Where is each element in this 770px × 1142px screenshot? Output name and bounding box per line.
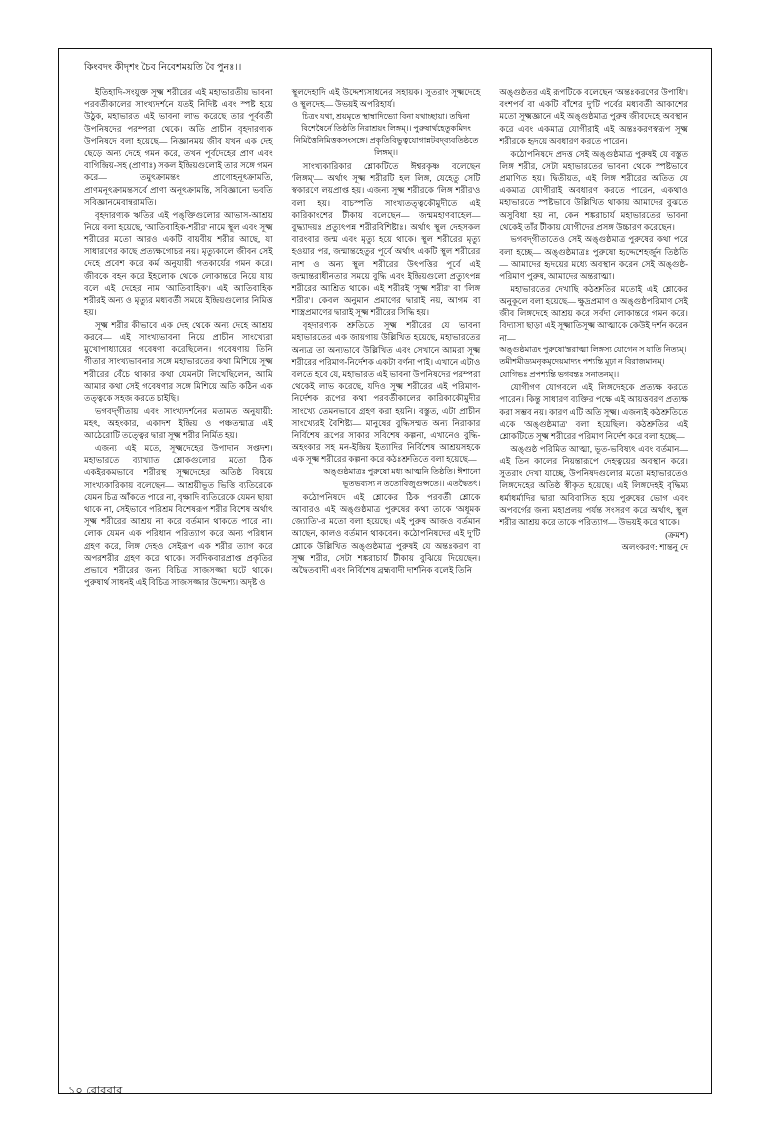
paragraph: ইতিহাদি-সংযুক্ত সূক্ষ্ম শরীরের এই মহাভারতীয় ভাবনা পরবর্তীকালের সাংখ্যদর্শনে যতই নিদিষ্ট এবং স্পষ্ট হয়ে উঠুক, মহাভারত এই ভাবনা লাভ করেছে তার পূর্ববর্তী উপনিষদের পরম্পরা থেকে। অতি প্রাচীন বৃহদারণ্যক উপনিষদে বলা হয়েছে— নিজ্ঞানময় জীব যখন এক দেহ ছেড়ে অন্য দেহে গমন করে, তখন পূর্বদেহের প্রাণ এবং বাগিন্দ্রিয়-সহ (প্রাণাঃ) সকল ইন্দ্রিয়গুলোই তার সঙ্গে গমন করে— তমুৎক্রামন্তং প্রাণোহনূৎক্রামতি, প্রাণমনূৎক্রামন্তসর্বে প্রাণা অনূৎক্রামন্তি, সবিজ্ঞানো ভবতি সবিজ্ঞানমেবান্বরামতি।: [84, 87, 273, 207]
paragraph: ভগবদ্‌গীতাতেও সেই অঙ্গুষ্ঠমাত্র পুরুষের কথা পরে বলা হচ্ছে— অঙ্গুষ্ঠমাত্রঃ পুরুষো হৃদ্দেশেহর্জুন তিষ্ঠতি— আমাদের হৃদয়ের মধ্যে অবস্থান করেন সেই অঙ্গুষ্ঠ-পরিমাণ পুরুষ, আমাদের অন্তরাত্মা।: [499, 234, 689, 282]
paragraph: সাংখ্যকারিকার শ্লোকটিতে ঈশ্বরকৃষ্ণ বলেছেন 'লিঙ্গম্'— অর্থাৎ সূক্ষ্ম শরীরটি হল লিঙ্গ, যেহেতু সেটি স্বকারণে লয়প্রাপ্ত হয়। এজন্য সূক্ষ্ম শরীরকে 'লিঙ্গ শরীর'ও বলা হয়। বাচস্পতি সাংখ্যতত্ত্বকৌমুদীতে এই কারিকাংশের টীকায় বলেছেন— জন্মমহাণবাহেল— বুদ্ধ্যাদয়ঃ প্রত্যুৎপন্ন শরীরবিশিষ্টাঃ। অর্থাৎ স্থূল দেহসকল বারংবার জন্ম এবং মৃত্যু হয়ে থাকে। স্থূল শরীরের মৃত্যু হওয়ার পর, জন্মান্তহেতুর পূর্বে অর্থাৎ একটি স্থূল শরীরের নাশ ও অন্য স্থূল শরীরের উৎপত্তির পূর্বে এই জন্মান্তরাধীনতার সময়ে বুদ্ধি এবং ইন্দ্রিয়গুলো প্রত্যুৎপন্ন শরীরের আশ্রিত থাকে। এই শরীরই 'সূক্ষ্ম শরীর' বা 'লিঙ্গ শরীর'। কেবল অনুমান প্রমাণের দ্বারাই নয়, আগম বা শাস্ত্রপ্রমাণের দ্বারাই সূক্ষ্ম শরীরের সিদ্ধি হয়।: [291, 160, 481, 318]
paragraph: যোগীগণ যোগবলে এই লিঙ্গদেহকে প্রত্যক্ষ করতে পারেন। কিন্তু সাধারণ ব্যক্তির পক্ষে এই আয়ত্তবরণ প্রত্যক্ষ করা সম্ভব নয়। কারণ এটি অতি সূক্ষ্ম। এজন্যই কঠশ্রুতিতে একে 'অঙ্গুষ্ঠমাত্র' বলা হয়েছিল। কঠশ্রুতির এই শ্লোকটিতে সূক্ষ্ম শরীরের পরিমাণ নির্দেশ করে বলা হচ্ছে—: [499, 382, 689, 441]
paragraph: কঠোপনিষদে এই শ্লোকের ঠিক পরবর্তী শ্লোকে আবারও এই অঙ্গুষ্ঠমাত্র পুরুষের কথা তাকে 'অধূমক জ্যোতি'-র মতো বলা হয়েছে। এই পুরুষ আজও বর্তমান আছেন, কালও বর্তমান থাকবেন। কঠোপনিষদের এই দু'টি শ্লোকে উল্লিখিত অঙ্গুষ্ঠমাত্র পুরুষই যে অন্তঃকরণ বা সূক্ষ্ম শরীর, সেটা শঙ্করাচার্য টীকায় বুঝিয়ে দিয়েছেন। অদ্বৈতবাদী এবং নির্বিশেষ ব্রহ্মবাদী দার্শনিক বলেই তিনি: [291, 491, 481, 576]
paragraph: এজন্য এই মতে, সূক্ষ্মদেহের উপাদান সপ্তদশ। মহাভারতে ব্যাখ্যাত শ্লোকগুলোর মতো ঠিক একইরকমভাবে শরীরস্থ সূক্ষ্মদেহের অতিষ্ঠ বিষয়ে সাংখ্যকারিকায় বলেছেন— আশ্রয়ীভূত ভিত্তি ব্যতিরেকে যেমন চিত্র আঁকতে পারে না, বৃক্ষাদি ব্যতিরেকে যেমন ছায়া থাকে না, সেইভাবে পরিশ্রম বিশেষরূপ শরীর বিশেষ অর্থাৎ সূক্ষ্ম শরীরের আশ্রয় না করে বর্তমান থাকতে পারে না। লোক যেমন এক পরিধান পরিত্যাগ করে অন্য পরিধান গ্রহণ করে, লিঙ্গ দেহও সেইরূপ এক শরীর ত্যাগ করে অপরশরীর গ্রহণ করে থাকে। সর্বদিকবারপ্রাপ্ত প্রকৃতির প্রভাবে শরীরের জন্য বিচিত্র সাজসজ্জা ঘটে থাকে। পুরুষার্থ সাধনই এই বিচিত্র সাজসজ্জার উদ্দেশ্য। অদৃষ্ট ও: [84, 442, 273, 588]
paragraph: অঙ্গুষ্ঠতর এই রূপটিকে বলেছেন 'অন্তঃকরণের উপাধি'। বংশপর্ব বা একটি বাঁশের দু'টি পর্বের মধ্যবর্তী আকাশের মতো সূক্ষ্মজ্ঞানে এই অঙ্গুষ্ঠমাত্র পুরুষ জীবদেহে অবস্থান করে এবং একমাত্র যোগীরাই এই অন্তঃকরণস্বরূপ সূক্ষ্ম শরীরকে হৃদয়ে অবধারণ করতে পারেন।: [499, 87, 689, 146]
paragraph: মহাভারতের দেখাছি কঠশ্রুতির মতোই এই শ্লোকের অনুকূলে বলা হয়েছে— ক্ষুদ্রপ্রমাণ ও অঙ্গুষ্ঠপরিমাণ সেই জীব লিঙ্গদেহে আশ্রয় করে সর্বদা লোকান্তরে গমন করে। বিদ্যাসা ছাড়া এই সূক্ষ্মাতিসূক্ষ্ম আত্মাকে কেউই দর্শন করেন না—: [499, 283, 689, 343]
epigraph-line: কিংবদং কীদৃশং চৈব নিবেশময়তি বৈ পুনঃ।।: [84, 63, 242, 73]
article-columns: [84, 86, 688, 1066]
paragraph: বৃহদারণ্যক শ্রুতিতে সূক্ষ্ম শরীরের যে ভাবনা মহাভারতের এক জায়গায় উল্লিখিত হয়েছে, মহাভারতের অন্যত্র তা অন্যভাবে উল্লিখিত এবং সেখানে আমরা সূক্ষ্ম শরীরের পরিমাণ-নির্দেশক একটা বর্ণনা পাই। এখানে এটাও বলতে হবে যে, মহাভারত এই ভাবনা উপনিষদের পরম্পরা থেকেই লাভ করেছে, যদিও সূক্ষ্ম শরীরের এই পরিমাণ-নির্দেশক রূপের কথা পরবর্তীকালের কারিকাকৌমুদীর সাংখ্যে তেমনভাবে গ্রহণ করা হয়নি। বস্তুত, এটা প্রাচীন সাংখ্যেরই বৈশিষ্ট্য— মানুষের বুদ্ধিসম্মত অন্য নিরাকার নির্বিশেষ রূপের সাকার সবিশেষ কল্পনা, এখানেও বুদ্ধি-অহংকার সহ মন-ইন্দ্রিয় ইত্যাদির নির্বিশেষ আশ্রয়সহকে এক সূক্ষ্ম শরীরের কল্পনা করে কঠঃশ্রুতিতে বলা হয়েছে—: [291, 320, 481, 465]
page-folio: ১০ রোববার: [68, 1085, 123, 1097]
paragraph: ভগবদ্‌গীতায় এবং সাংখ্যদর্শনের মতামত অনুযায়ী: মহৎ, অহংকার, একাদশ ইন্দ্রিয় ও পঞ্চতন্মাত্র এই আঠেরোটি তত্ত্বের দ্বারা সূক্ষ্ম শরীর নির্মিত হয়।: [84, 405, 273, 441]
continued-marker: (ক্রমশ): [665, 529, 689, 540]
paragraph: কঠোপনিষদে প্রদত্ত সেই অঙ্গুষ্ঠমাত্র পুরুষই যে বস্তুত লিঙ্গ শরীর, সেটা মহাভারতের ভাবনা থেকে স্পষ্টভাবে প্রমাণিত হয়। দ্বিতীয়ত, এই লিঙ্গ শরীরের অতিত যে একমাত্র যোগীরাই অবধারণ করতে পারেন, একথাও মহাভারতে স্পষ্টভাবে উল্লিখিত থাকায় আমাদের বুঝতে অসুবিধা হয় না, কেন শঙ্করাচার্য মহাভারতের ভাবনা থেকেই তাঁর টীকায় যোগীদের প্রসঙ্গ উচ্চারণ করেছেন।: [499, 148, 689, 232]
column-3: [499, 86, 688, 1066]
column-2: [292, 86, 481, 1066]
paragraph: অঙ্গুষ্ঠ পরিমিত আত্মা, ভূত-ভবিষ্যৎ এবং বর্তমান— এই তিন কালের নিয়ন্তারূপে দেহত্বয়ের অবস্থান করে। সুতরাং দেখা যাচ্ছে, উপনিষদগুলোর মতো মহাভারতেও লিঙ্গদেহের অতিষ্ঠ স্বীকৃত হয়েছে। এই লিঙ্গদেহই বৃদ্ধিম্য ধর্মাধর্মাদির দ্বারা অবিবাসিত হয়ে পুরুষের ভোগ এবং অপবর্গের জন্য মহাপ্রলয় পর্যন্ত সংসরণ করে অর্থাৎ, স্থূল শরীর আশ্রয় করে তাকে পরিত্যাগ— উভয়ই করে থাকে।: [499, 443, 689, 527]
paragraph: স্থূলদেহাদি এই উদ্দেশ্যসাধনের সহায়ক। সুতরাং সূক্ষ্মদেহে ও স্থূলদেহ— উভয়ই অপরিহার্য।: [291, 87, 481, 110]
paragraph: সূক্ষ্ম শরীর কীভাবে এক দেহ থেকে অন্য দেহে আশ্রয় করবে— এই সাংখ্যভাবনা নিয়ে প্রাচীন সাংখ্যেরা মুখোপাধ্যায়ের গবেষণা করেছিলেন। গবেষণায় তিনি গীতার সাংখ্যভাবনার সঙ্গে মহাভারতের কথা মিশিয়ে সূক্ষ্ম শরীরের বেঁচে থাকার কথা যেমনটা লিখেছিলেন, আমি আমার কথা সেই গবেষণার সঙ্গে মিশিয়ে অতি কঠিন এক তত্ত্বকে সহজ করতে চাইছি।: [84, 319, 273, 404]
column-1: [84, 86, 273, 1066]
sanskrit-verse: চিত্রং যথা, শ্রয়মৃতে স্থাম্বাদিভ্যো বিনা যথাচ্ছায়া। তদ্বিনা বিশেষৈর্নে তিষ্ঠতি নিরাশ্রয়ং লিঙ্গম্।। পুরুষার্থহেতুকমিদং নিমিত্তৈনিমিত্তকসংসঙ্গে। প্রকৃতিবিভুত্বযোগান্নটবদ্‌ব্যবতিষ্ঠতে লিঙ্গম্।।: [293, 111, 479, 158]
sanskrit-verse: অঙ্গুষ্ঠমাত্রঃ পুরুষো মধ্য আত্মনি তিষ্ঠতি। ঈশানো ভূতভব্যস্য ন ততোবিজুগুপ্সতে।। এতদ্বৈতৎ।: [323, 467, 481, 489]
illustration-credit: অলংকরণ: শান্তনু দে: [621, 542, 689, 553]
sanskrit-verse: অঙ্গুষ্ঠমাত্রং পুরুষো'ন্তরাত্মা লিঙ্গস্য যোগেন স যাতি নিত্যম্। তমীশমীড্যমনৃকমৃদেয়মাদ্যং পশ্যন্তি মূঢ়া ন বিরাজমানম্। যোগিভঃ প্রপশ্যন্তি ভগবন্তঃ সনাতনম্।।: [499, 345, 687, 379]
paragraph: বৃহদারণ্যক ঋতির এই পঙ্‌ক্তিগুলোর আভাস-আশ্রয় নিয়ে বলা হয়েছে, 'আতিবাহিক-শরীর' নামে স্থূল এবং সূক্ষ্ম শরীরের মতো আরও একটি বায়বীয় শরীর আছে, যা সাধারণের কাছে প্রত্যক্ষগোচর নয়। মৃত্যুকালে জীবন সেই দেহে প্রবেশ করে কর্ম অনুযায়ী গতকার্যের গমন করে। জীবকে বহন করে ইহলোক থেকে লোকান্তরে নিয়ে যায় বলে এই দেহের নাম 'আতিবাহিক'। এই আতিবাহিক শরীরই অন্য ও মৃত্যুর মধ্যবর্তী সময়ে ইন্দ্রিয়গুলোর নিমিত্ত হয়।: [84, 209, 273, 318]
